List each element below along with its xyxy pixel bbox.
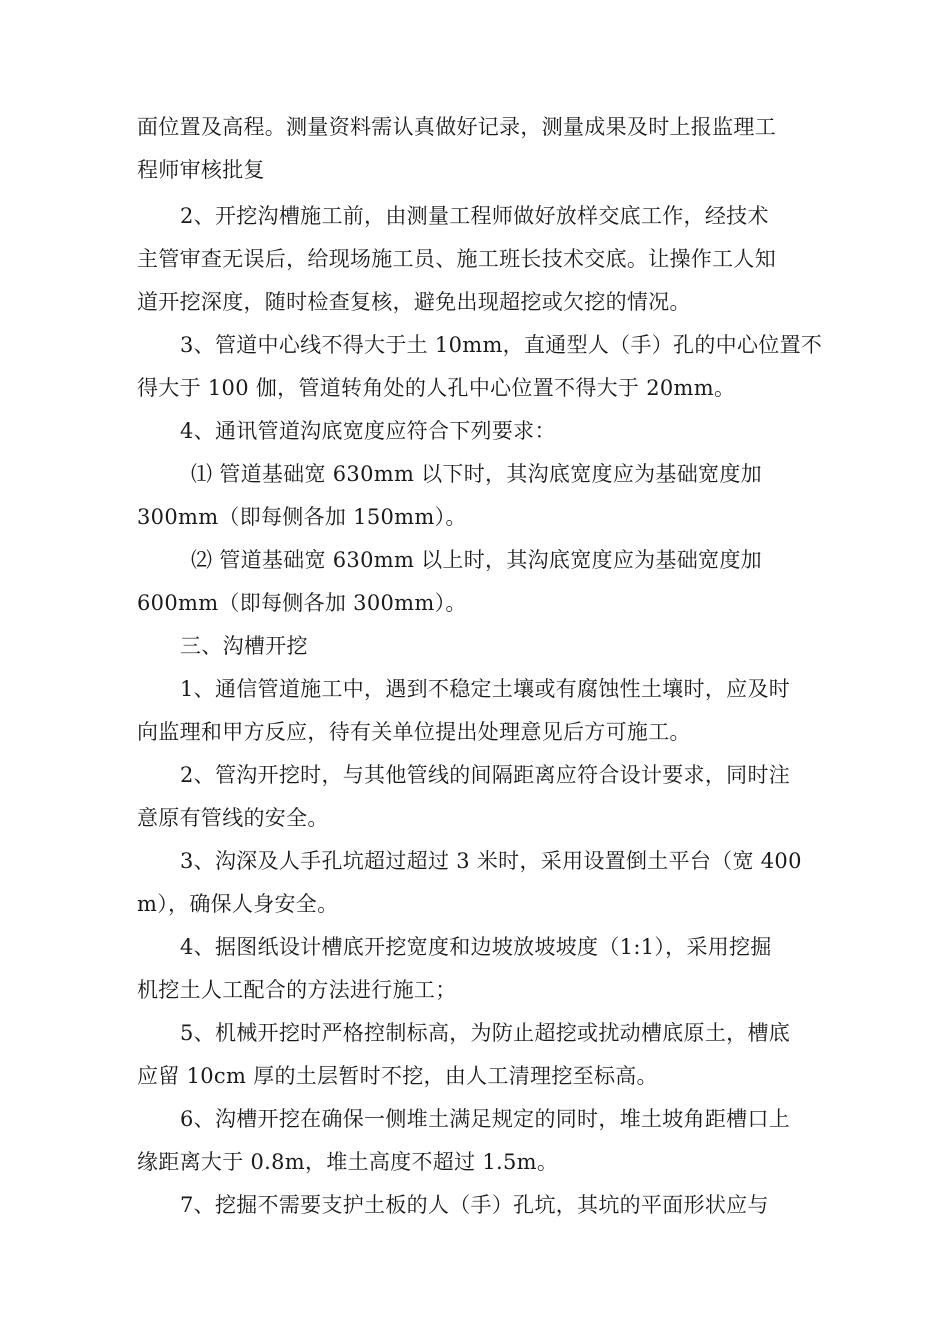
text-line: 3、沟深及人手孔坑超过超过 3 米时，采用设置倒土平台（宽 400 bbox=[180, 849, 802, 873]
text-line: 缘距离大于 0.8m，堆土高度不超过 1.5m。 bbox=[137, 1150, 559, 1174]
text-line: 面位置及高程。测量资料需认真做好记录，测量成果及时上报监理工 bbox=[137, 115, 776, 139]
text-line: 向监理和甲方反应，待有关单位提出处理意见后方可施工。 bbox=[137, 720, 691, 744]
section-heading: 三、沟槽开挖 bbox=[180, 634, 308, 658]
text-line: 1、通信管道施工中，遇到不稳定土壤或有腐蚀性土壤时，应及时 bbox=[180, 677, 791, 701]
text-line: 7、挖掘不需要支护土板的人（手）孔坑，其坑的平面形状应与 bbox=[180, 1193, 769, 1217]
text-line: 2、管沟开挖时，与其他管线的间隔距离应符合设计要求，同时注 bbox=[180, 763, 791, 787]
text-line: ⑴ 管道基础宽 630mm 以下时，其沟底宽度应为基础宽度加 bbox=[191, 462, 762, 486]
text-line: 6、沟槽开挖在确保一侧堆土满足规定的同时，堆土坡角距槽口上 bbox=[180, 1107, 791, 1131]
text-line: 4、据图纸设计槽底开挖宽度和边坡放坡坡度（1:1），采用挖掘 bbox=[180, 935, 772, 959]
text-line: 得大于 100 伽，管道转角处的人孔中心位置不得大于 20mm。 bbox=[137, 376, 736, 400]
text-line: 意原有管线的安全。 bbox=[137, 806, 329, 830]
text-line: 4、通讯管道沟底宽度应符合下列要求： bbox=[180, 419, 556, 443]
text-line: 主管审查无误后，给现场施工员、施工班长技术交底。让操作工人知 bbox=[137, 247, 776, 271]
text-line: ⑵ 管道基础宽 630mm 以上时，其沟底宽度应为基础宽度加 bbox=[191, 548, 762, 572]
text-line: 机挖土人工配合的方法进行施工； bbox=[137, 978, 457, 1002]
text-line: 300mm（即每侧各加 150mm）。 bbox=[137, 505, 467, 529]
text-line: 2、开挖沟槽施工前，由测量工程师做好放样交底工作，经技术 bbox=[180, 204, 769, 228]
text-line: 3、管道中心线不得大于土 10mm，直通型人（手）孔的中心位置不 bbox=[180, 333, 823, 357]
text-line: 程师审核批复 bbox=[137, 158, 265, 182]
text-line: 600mm（即每侧各加 300mm）。 bbox=[137, 591, 467, 615]
text-line: m），确保人身安全。 bbox=[137, 892, 339, 916]
text-line: 应留 10cm 厚的土层暂时不挖，由人工清理挖至标高。 bbox=[137, 1064, 658, 1088]
text-line: 道开挖深度，随时检查复核，避免出现超挖或欠挖的情况。 bbox=[137, 290, 691, 314]
text-line: 5、机械开挖时严格控制标高，为防止超挖或扰动槽底原土，槽底 bbox=[180, 1021, 791, 1045]
